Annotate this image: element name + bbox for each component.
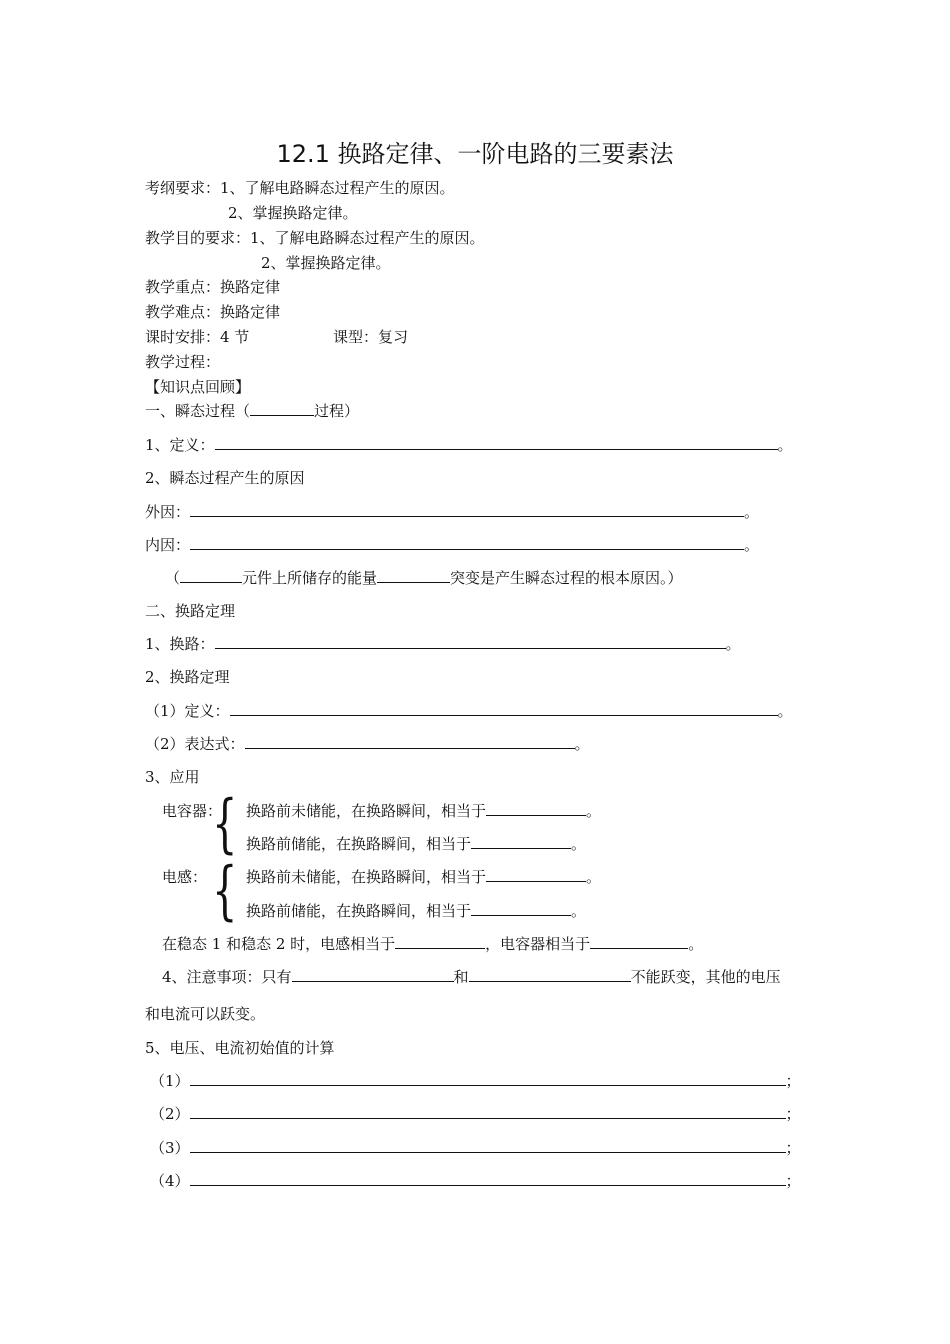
calc-item-label: （1） bbox=[150, 1072, 190, 1090]
semicolon: ； bbox=[785, 1072, 801, 1090]
steady-mid: ，电容器相当于 bbox=[485, 935, 591, 953]
mudi-1: 教学目的要求：1、了解电路瞬态过程产生的原因。 bbox=[145, 229, 485, 247]
section-review: 【知识点回顾】 bbox=[145, 378, 251, 396]
cap-1-text: 换路前未储能，在换路瞬间，相当于 bbox=[246, 802, 487, 820]
blank bbox=[215, 435, 778, 450]
blank bbox=[190, 535, 744, 550]
cap-2-text: 换路前储能，在换路瞬间，相当于 bbox=[246, 835, 472, 853]
period: 。 bbox=[725, 635, 741, 653]
ind-row-1 bbox=[246, 867, 601, 887]
steady-pre: 在稳态 1 和稳态 2 时，电感相当于 bbox=[162, 935, 396, 953]
period: 。 bbox=[777, 436, 793, 454]
blank bbox=[190, 1071, 786, 1086]
s1-note-mid: 元件上所储存的能量 bbox=[242, 569, 378, 587]
s1-nei bbox=[145, 535, 759, 555]
brace-icon: { bbox=[212, 854, 238, 928]
blank bbox=[245, 734, 575, 749]
s1-reason: 2、瞬态过程产生的原因 bbox=[145, 469, 305, 487]
blank bbox=[190, 1104, 786, 1119]
s1-heading-post: 过程） bbox=[314, 402, 360, 420]
s1-heading bbox=[145, 401, 359, 421]
note-pre: 4、注意事项：只有 bbox=[162, 968, 292, 986]
period: 。 bbox=[574, 735, 590, 753]
s1-heading-pre: 一、瞬态过程（ bbox=[145, 402, 251, 420]
cap-row-2 bbox=[246, 834, 586, 854]
note-line-1 bbox=[162, 967, 781, 987]
kaogang-2: 2、掌握换路定律。 bbox=[228, 204, 358, 222]
calc-item-label: （2） bbox=[150, 1105, 190, 1123]
kaogang-1: 考纲要求：1、了解电路瞬态过程产生的原因。 bbox=[145, 179, 455, 197]
semicolon: ； bbox=[785, 1105, 801, 1123]
s1-note bbox=[165, 568, 683, 588]
blank bbox=[590, 934, 688, 949]
s2-calc: 5、电压、电流初始值的计算 bbox=[145, 1039, 335, 1057]
s1-note-open: （ bbox=[165, 569, 181, 587]
guocheng: 教学过程： bbox=[145, 353, 221, 371]
blank bbox=[292, 967, 454, 982]
blank bbox=[469, 967, 631, 982]
blank bbox=[215, 634, 726, 649]
period: 。 bbox=[586, 868, 602, 886]
s2-huanlu bbox=[145, 634, 741, 654]
note-and: 和 bbox=[453, 968, 469, 986]
kexing: 课型：复习 bbox=[333, 328, 409, 346]
blank bbox=[395, 934, 485, 949]
s2-dingyi bbox=[145, 701, 793, 721]
blank bbox=[486, 867, 586, 882]
blank bbox=[471, 834, 571, 849]
s2-dingli: 2、换路定理 bbox=[145, 668, 230, 686]
blank bbox=[486, 801, 586, 816]
s1-note-post: 突变是产生瞬态过程的根本原因。） bbox=[450, 569, 683, 587]
blank bbox=[190, 502, 744, 517]
calc-item-label: （3） bbox=[150, 1139, 190, 1157]
period: 。 bbox=[586, 802, 602, 820]
calc-item-2 bbox=[150, 1104, 801, 1124]
blank bbox=[180, 568, 242, 583]
calc-item-1 bbox=[150, 1071, 801, 1091]
keshi: 课时安排：4 节 bbox=[145, 328, 250, 346]
s1-def-label: 1、定义： bbox=[145, 436, 215, 454]
s2-dingyi-label: （1）定义： bbox=[145, 702, 230, 720]
s2-yingyong: 3、应用 bbox=[145, 768, 200, 786]
note-line-2: 和电流可以跃变。 bbox=[145, 1005, 266, 1023]
page-title: 12.1 换路定律、一阶电路的三要素法 bbox=[276, 140, 674, 168]
semicolon: ； bbox=[785, 1172, 801, 1190]
s1-wai-label: 外因： bbox=[145, 503, 191, 521]
ind-1-text: 换路前未储能，在换路瞬间，相当于 bbox=[246, 868, 487, 886]
s1-wai bbox=[145, 502, 759, 522]
nandian: 教学难点：换路定律 bbox=[145, 303, 281, 321]
inductor-label: 电感： bbox=[162, 868, 208, 886]
cap-row-1 bbox=[246, 801, 601, 821]
ind-row-2 bbox=[246, 901, 586, 921]
period: 。 bbox=[688, 935, 704, 953]
blank bbox=[230, 701, 778, 716]
capacitor-label: 电容器： bbox=[162, 802, 223, 820]
s2-biaodashi-label: （2）表达式： bbox=[145, 735, 245, 753]
blank bbox=[250, 401, 314, 416]
note-post: 不能跃变，其他的电压 bbox=[630, 968, 781, 986]
steady-line bbox=[162, 934, 703, 954]
calc-item-4 bbox=[150, 1171, 801, 1191]
s2-biaodashi bbox=[145, 734, 590, 754]
semicolon: ； bbox=[785, 1139, 801, 1157]
period: 。 bbox=[744, 536, 760, 554]
period: 。 bbox=[744, 503, 760, 521]
s2-huanlu-label: 1、换路： bbox=[145, 635, 215, 653]
period: 。 bbox=[571, 835, 587, 853]
period: 。 bbox=[571, 902, 587, 920]
s2-heading: 二、换路定理 bbox=[145, 602, 236, 620]
s1-def bbox=[145, 435, 793, 455]
calc-item-3 bbox=[150, 1138, 801, 1158]
zhongdian: 教学重点：换路定律 bbox=[145, 278, 281, 296]
ind-2-text: 换路前储能，在换路瞬间，相当于 bbox=[246, 902, 472, 920]
mudi-2: 2、掌握换路定律。 bbox=[261, 254, 391, 272]
blank bbox=[471, 901, 571, 916]
period: 。 bbox=[777, 702, 793, 720]
blank bbox=[377, 568, 450, 583]
calc-item-label: （4） bbox=[150, 1172, 190, 1190]
blank bbox=[190, 1171, 786, 1186]
blank bbox=[190, 1138, 786, 1153]
brace-icon: { bbox=[212, 787, 238, 861]
s1-nei-label: 内因： bbox=[145, 536, 191, 554]
